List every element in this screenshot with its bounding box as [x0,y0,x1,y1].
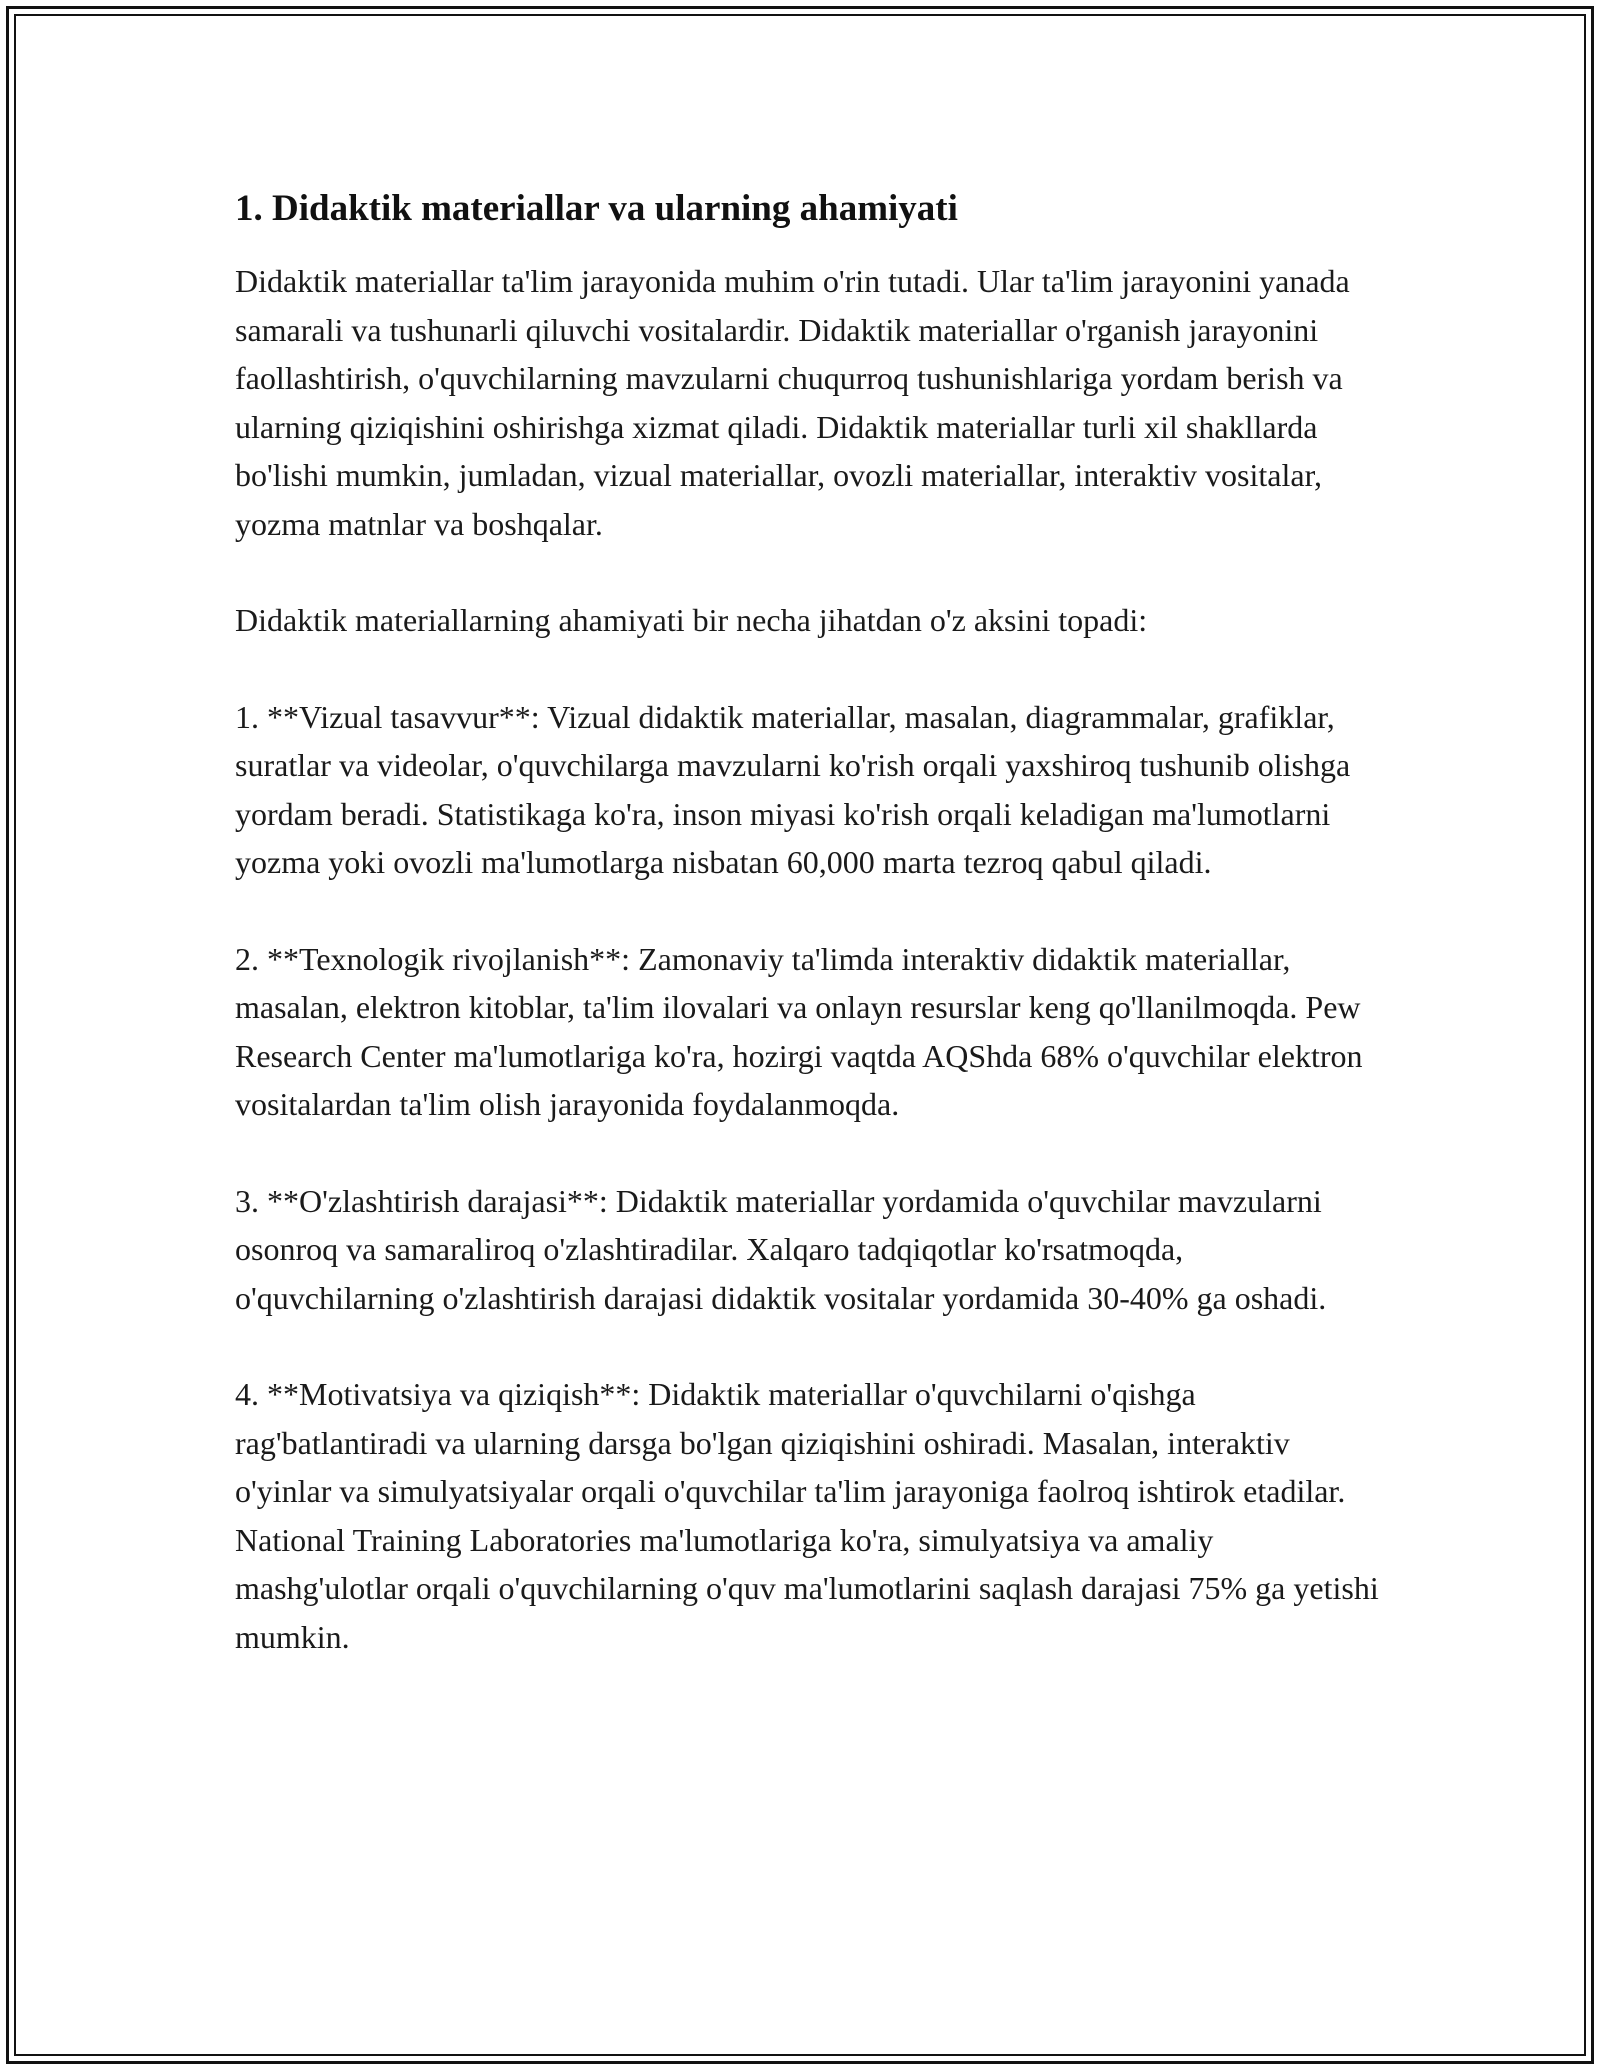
paragraph-lead-in: Didaktik materiallarning ahamiyati bir necha jihatdan o'z aksini topadi: [235,602,1148,638]
paragraph-item-1: 1. **Vizual tasavvur**: Vizual didaktik materiallar, masalan, diagrammalar, grafiklar, suratlar va videolar, o'quvchilarga mavzularni ko'rish orqali yaxshiroq tushunib olishga yordam beradi. Statistikaga ko'ra, inson miyasi ko'rish orqali keladigan ma'lumotlarni yozma yoki ovozli ma'lumotlarga nisbatan 60,000 marta tezroq qabul qiladi. [235,698,1351,880]
paragraph-item-2: 2. **Texnologik rivojlanish**: Zamonaviy ta'limda interaktiv didaktik materiallar, masalan, elektron kitoblar, ta'lim ilovalari va onlayn resurslar keng qo'llanilmoqda. Pew Research Center ma'lumotlariga ko'ra, hozirgi vaqtda AQShda 68% o'quvchilar elektron vositalardan ta'lim olish jarayonida foydalanmoqda. [235,940,1363,1122]
document-body [235,185,1385,1709]
document-title: 1. Didaktik materiallar va ularning ahamiyati [235,188,958,229]
paragraph-item-4: 4. **Motivatsiya va qiziqish**: Didaktik materiallar o'quvchilarni o'qishga rag'batlantiradi va ularning darsga bo'lgan qiziqishini oshiradi. Masalan, interaktiv o'yinlar va simulyatsiyalar orqali o'quvchilar ta'lim jarayoniga faolroq ishtirok etadilar. National Training Laboratories ma'lumotlariga ko'ra, simulyatsiya va amaliy mashg'ulotlar orqali o'quvchilarning o'quv ma'lumotlarini saqlash darajasi 75% ga yetishi mumkin. [235,1376,1379,1655]
paragraph-intro: Didaktik materiallar ta'lim jarayonida muhim o'rin tutadi. Ular ta'lim jarayonini yanada samarali va tushunarli qiluvchi vositalardir. Didaktik materiallar o'rganish jarayonini faollashtirish, o'quvchilarning mavzularni chuqurroq tushunishlariga yordam berish va ularning qiziqishini oshirishga xizmat qiladi. Didaktik materiallar turli xil shakllarda bo'lishi mumkin, jumladan, vizual materiallar, ovozli materiallar, interaktiv vositalar, yozma matnlar va boshqalar. [235,263,1350,542]
paragraph-item-3: 3. **O'zlashtirish darajasi**: Didaktik materiallar yordamida o'quvchilar mavzularni osonroq va samaraliroq o'zlashtiradilar. Xalqaro tadqiqotlar ko'rsatmoqda, o'quvchilarning o'zlashtirish darajasi didaktik vositalar yordamida 30-40% ga oshadi. [235,1182,1327,1316]
